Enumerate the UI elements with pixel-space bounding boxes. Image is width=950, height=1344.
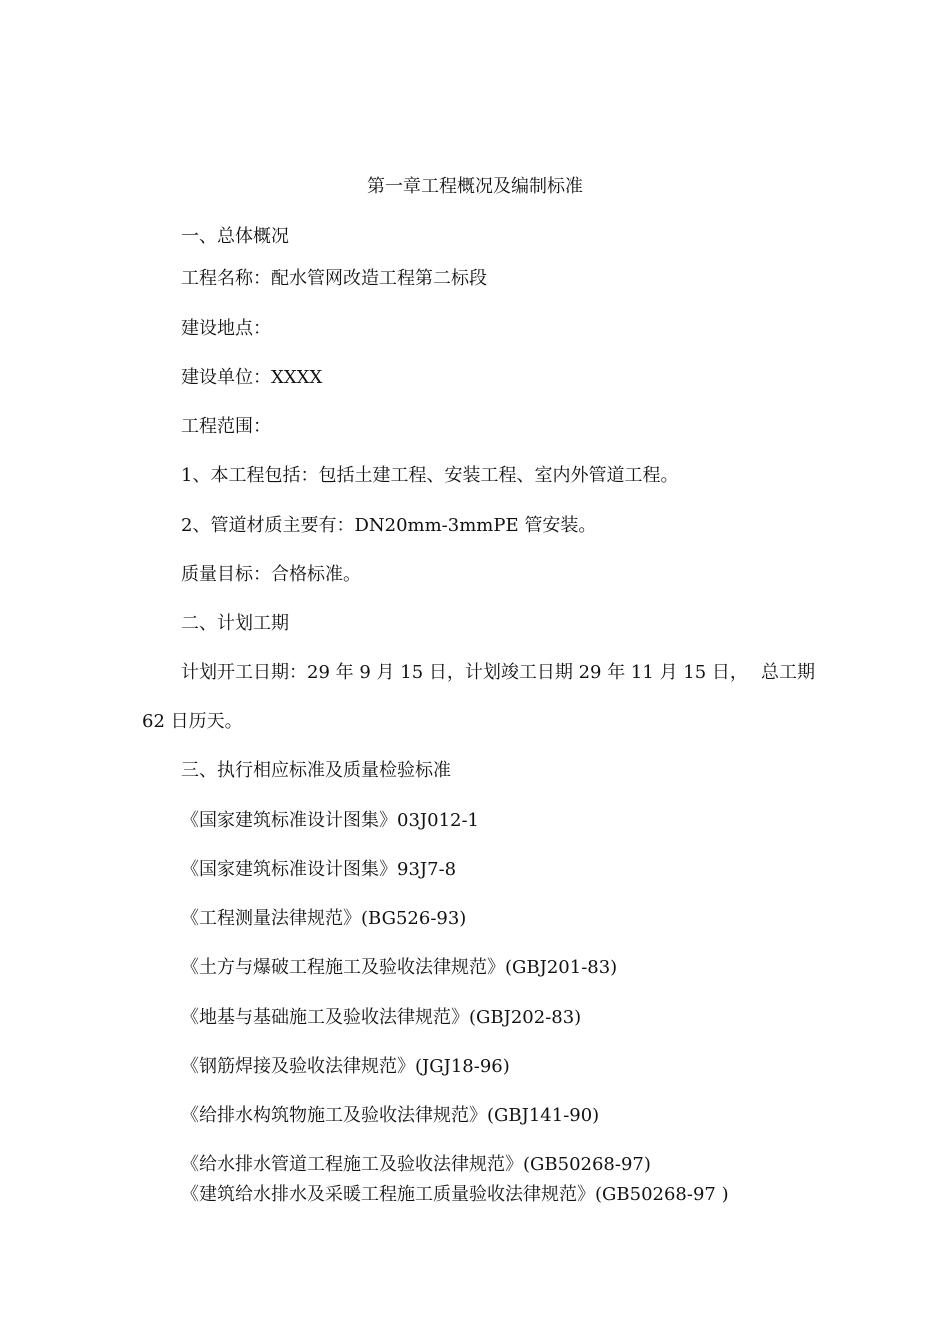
quality-goal: 质量目标：合格标准。 — [181, 564, 361, 585]
scope-item: 1、本工程包括：包括土建工程、安装工程、室内外管道工程。 — [181, 465, 679, 486]
scope-label: 工程范围： — [181, 416, 271, 437]
schedule-heading: 二、计划工期 — [181, 613, 289, 634]
construction-location: 建设地点： — [181, 318, 271, 339]
schedule-dates: 计划开工日期：29 年 9 月 15 日，计划竣工日期 29 年 11 月 15 日， — [181, 662, 748, 683]
standard-item: 《建筑给水排水及采暖工程施工质量验收法律规范》(GB50268-97 ) — [181, 1184, 729, 1205]
standard-item: 《国家建筑标准设计图集》03J012-1 — [181, 810, 480, 831]
scope-item: 2、管道材质主要有：DN20mm-3mmPE 管安装。 — [181, 515, 597, 536]
standard-item: 《给水排水管道工程施工及验收法律规范》(GB50268-97) — [181, 1154, 651, 1175]
project-name: 工程名称：配水管网改造工程第二标段 — [181, 268, 487, 289]
schedule-duration: 62 日历天。 — [142, 711, 243, 732]
construction-owner: 建设单位：XXXX — [181, 367, 323, 388]
standard-item: 《土方与爆破工程施工及验收法律规范》(GBJ201-83) — [181, 957, 618, 978]
standard-item: 《工程测量法律规范》(BG526-93) — [181, 908, 467, 929]
overview-heading: 一、总体概况 — [181, 226, 289, 247]
standard-item: 《地基与基础施工及验收法律规范》(GBJ202-83) — [181, 1007, 582, 1028]
schedule-dates-line — [181, 662, 815, 684]
standard-item: 《钢筋焊接及验收法律规范》(JGJ18-96) — [181, 1056, 510, 1077]
standard-item: 《国家建筑标准设计图集》93J7-8 — [181, 859, 457, 880]
standard-item: 《给排水构筑物施工及验收法律规范》(GBJ141-90) — [181, 1105, 600, 1126]
standards-heading: 三、执行相应标准及质量检验标准 — [181, 760, 451, 781]
schedule-total-label: 总工期 — [761, 662, 815, 683]
page-title: 第一章工程概况及编制标准 — [367, 176, 583, 197]
